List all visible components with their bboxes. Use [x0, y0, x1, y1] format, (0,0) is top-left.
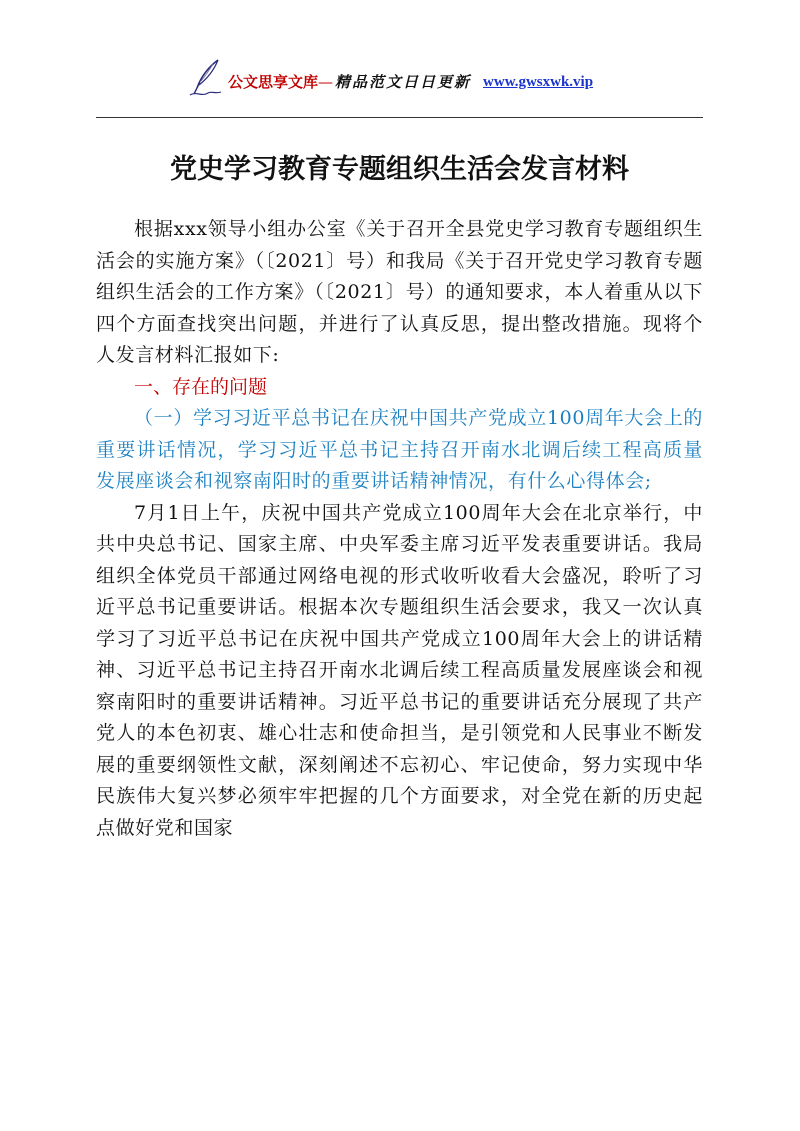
header-brand-line: [188, 56, 593, 98]
brand-slogan: 精品范文日日更新: [335, 73, 472, 91]
page-header: [96, 56, 703, 116]
body-paragraph: 7月1日上午，庆祝中国共产党成立100周年大会在北京举行，中共中央总书记、国家主席、中央军委主席习近平发表重要讲话。我局组织全体党员干部通过网络电视的形式收听收看大会盛况，聆听了习近平总书记重要讲话。根据本次专题组织生活会要求，我又一次认真学习了习近平总书记在庆祝中国共产党成立100周年大会上的讲话精神、习近平总书记主持召开南水北调后续工程高质量发展座谈会和视察南阳时的重要讲话精神。习近平总书记的重要讲话充分展现了共产党人的本色初衷、雄心壮志和使命担当，是引领党和人民事业不断发展的重要纲领性文献，深刻阐述不忘初心、牢记使命，努力实现中华民族伟大复兴梦必须牢牢把握的几个方面要求，对全党在新的历史起点做好党和国家: [96, 501, 703, 839]
document-title: 党史学习教育专题组织生活会发言材料: [170, 154, 629, 185]
brand-dash: —: [318, 73, 334, 91]
document-body: [96, 214, 703, 844]
header-divider: [96, 117, 703, 118]
intro-paragraph: 根据xxx领导小组办公室《关于召开全县党史学习教育专题组织生活会的实施方案》（〔2021〕号）和我局《关于召开党史学习教育专题组织生活会的工作方案》（〔2021〕号）的通知要求，本人着重从以下四个方面查找突出问题，并进行了认真反思，提出整改措施。现将个人发言材料汇报如下:: [96, 218, 703, 366]
site-link[interactable]: www.gwsxwk.vip: [483, 74, 594, 90]
brand-name: 公文思享文库: [228, 73, 319, 91]
quill-pen-icon: [188, 58, 224, 98]
subsection-heading: （一）学习习近平总书记在庆祝中国共产党成立100周年大会上的重要讲话情况，学习习近平总书记主持召开南水北调后续工程高质量发展座谈会和视察南阳时的重要讲话精神情况，有什么心得体会;: [96, 407, 703, 492]
section-heading: 一、存在的问题: [134, 375, 268, 398]
